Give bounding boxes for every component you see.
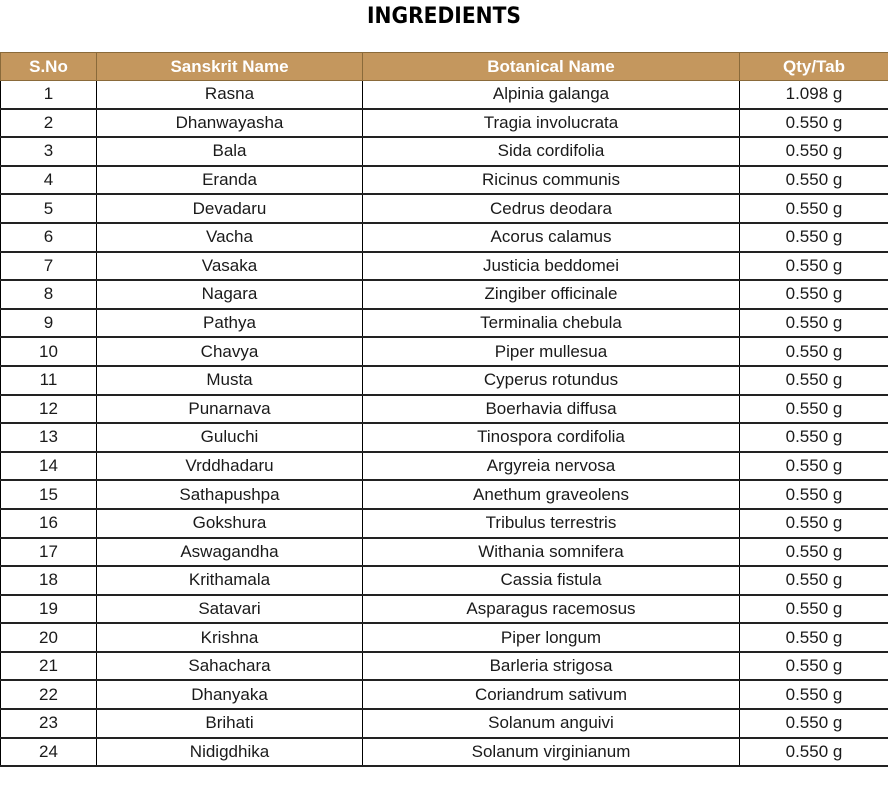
column-header-botanical-name: Botanical Name	[363, 53, 740, 81]
table-row	[1, 280, 888, 309]
cell-qty-per-tab: 0.550 g	[740, 109, 888, 138]
cell-sanskrit-name: Guluchi	[97, 423, 363, 452]
table-row	[1, 452, 888, 481]
cell-sanskrit-name: Krishna	[97, 623, 363, 652]
table-row	[1, 395, 888, 424]
table-row	[1, 337, 888, 366]
cell-botanical-name: Cassia fistula	[363, 566, 740, 595]
cell-sanskrit-name: Bala	[97, 137, 363, 166]
cell-botanical-name: Withania somnifera	[363, 538, 740, 567]
cell-qty-per-tab: 0.550 g	[740, 680, 888, 709]
cell-botanical-name: Boerhavia diffusa	[363, 395, 740, 424]
table-row	[1, 423, 888, 452]
table-row	[1, 223, 888, 252]
cell-sanskrit-name: Rasna	[97, 81, 363, 109]
cell-sanskrit-name: Vasaka	[97, 252, 363, 281]
table-row	[1, 595, 888, 624]
cell-sanskrit-name: Aswagandha	[97, 538, 363, 567]
cell-sno: 14	[1, 452, 97, 481]
cell-botanical-name: Argyreia nervosa	[363, 452, 740, 481]
cell-botanical-name: Piper mullesua	[363, 337, 740, 366]
cell-sno: 16	[1, 509, 97, 538]
cell-sanskrit-name: Nagara	[97, 280, 363, 309]
cell-qty-per-tab: 0.550 g	[740, 538, 888, 567]
column-header-sanskrit-name: Sanskrit Name	[97, 53, 363, 81]
cell-sanskrit-name: Sahachara	[97, 652, 363, 681]
table-row	[1, 194, 888, 223]
cell-botanical-name: Acorus calamus	[363, 223, 740, 252]
cell-sanskrit-name: Nidigdhika	[97, 738, 363, 767]
cell-sno: 5	[1, 194, 97, 223]
cell-qty-per-tab: 0.550 g	[740, 280, 888, 309]
cell-sno: 21	[1, 652, 97, 681]
cell-sanskrit-name: Brihati	[97, 709, 363, 738]
cell-sanskrit-name: Eranda	[97, 166, 363, 195]
cell-sanskrit-name: Sathapushpa	[97, 480, 363, 509]
cell-sanskrit-name: Vacha	[97, 223, 363, 252]
cell-botanical-name: Barleria strigosa	[363, 652, 740, 681]
table-row	[1, 137, 888, 166]
cell-qty-per-tab: 0.550 g	[740, 480, 888, 509]
cell-botanical-name: Justicia beddomei	[363, 252, 740, 281]
cell-qty-per-tab: 0.550 g	[740, 194, 888, 223]
cell-botanical-name: Cedrus deodara	[363, 194, 740, 223]
cell-sno: 9	[1, 309, 97, 338]
cell-sno: 17	[1, 538, 97, 567]
table-row	[1, 680, 888, 709]
table-row	[1, 538, 888, 567]
page-title: INGREDIENTS	[367, 4, 521, 29]
column-header-sno: S.No	[1, 53, 97, 81]
cell-qty-per-tab: 0.550 g	[740, 566, 888, 595]
cell-sno: 12	[1, 395, 97, 424]
cell-qty-per-tab: 0.550 g	[740, 595, 888, 624]
cell-sno: 1	[1, 81, 97, 109]
table-row	[1, 252, 888, 281]
cell-qty-per-tab: 0.550 g	[740, 623, 888, 652]
table-row	[1, 166, 888, 195]
cell-sno: 20	[1, 623, 97, 652]
cell-botanical-name: Sida cordifolia	[363, 137, 740, 166]
cell-qty-per-tab: 0.550 g	[740, 309, 888, 338]
cell-botanical-name: Terminalia chebula	[363, 309, 740, 338]
cell-qty-per-tab: 0.550 g	[740, 223, 888, 252]
cell-sno: 18	[1, 566, 97, 595]
cell-sno: 23	[1, 709, 97, 738]
cell-qty-per-tab: 0.550 g	[740, 337, 888, 366]
ingredients-table	[0, 52, 888, 767]
table-row	[1, 366, 888, 395]
cell-qty-per-tab: 0.550 g	[740, 423, 888, 452]
cell-sanskrit-name: Gokshura	[97, 509, 363, 538]
cell-sno: 24	[1, 738, 97, 767]
cell-botanical-name: Solanum anguivi	[363, 709, 740, 738]
cell-botanical-name: Piper longum	[363, 623, 740, 652]
cell-sno: 11	[1, 366, 97, 395]
cell-botanical-name: Anethum graveolens	[363, 480, 740, 509]
cell-sanskrit-name: Punarnava	[97, 395, 363, 424]
table-row	[1, 309, 888, 338]
cell-sno: 22	[1, 680, 97, 709]
cell-botanical-name: Tribulus terrestris	[363, 509, 740, 538]
cell-sanskrit-name: Vrddhadaru	[97, 452, 363, 481]
table-row	[1, 480, 888, 509]
cell-sno: 6	[1, 223, 97, 252]
cell-sanskrit-name: Satavari	[97, 595, 363, 624]
cell-sanskrit-name: Dhanwayasha	[97, 109, 363, 138]
cell-qty-per-tab: 0.550 g	[740, 452, 888, 481]
cell-qty-per-tab: 0.550 g	[740, 252, 888, 281]
cell-botanical-name: Ricinus communis	[363, 166, 740, 195]
cell-qty-per-tab: 0.550 g	[740, 738, 888, 767]
table-row	[1, 738, 888, 767]
cell-sno: 4	[1, 166, 97, 195]
cell-sanskrit-name: Krithamala	[97, 566, 363, 595]
cell-botanical-name: Alpinia galanga	[363, 81, 740, 109]
table-row	[1, 652, 888, 681]
table-header-row	[1, 53, 888, 81]
table-row	[1, 709, 888, 738]
table-row	[1, 566, 888, 595]
table-row	[1, 509, 888, 538]
cell-sno: 13	[1, 423, 97, 452]
cell-qty-per-tab: 0.550 g	[740, 709, 888, 738]
table-row	[1, 623, 888, 652]
cell-qty-per-tab: 0.550 g	[740, 137, 888, 166]
cell-qty-per-tab: 0.550 g	[740, 366, 888, 395]
cell-sno: 3	[1, 137, 97, 166]
cell-botanical-name: Tragia involucrata	[363, 109, 740, 138]
cell-botanical-name: Coriandrum sativum	[363, 680, 740, 709]
table-row	[1, 109, 888, 138]
cell-qty-per-tab: 0.550 g	[740, 652, 888, 681]
cell-botanical-name: Solanum virginianum	[363, 738, 740, 767]
cell-sno: 8	[1, 280, 97, 309]
cell-qty-per-tab: 0.550 g	[740, 395, 888, 424]
table-row	[1, 81, 888, 109]
cell-sno: 19	[1, 595, 97, 624]
cell-sno: 2	[1, 109, 97, 138]
cell-qty-per-tab: 0.550 g	[740, 166, 888, 195]
cell-botanical-name: Tinospora cordifolia	[363, 423, 740, 452]
cell-sno: 15	[1, 480, 97, 509]
cell-qty-per-tab: 1.098 g	[740, 81, 888, 109]
cell-sanskrit-name: Dhanyaka	[97, 680, 363, 709]
cell-sanskrit-name: Pathya	[97, 309, 363, 338]
cell-sanskrit-name: Devadaru	[97, 194, 363, 223]
cell-botanical-name: Asparagus racemosus	[363, 595, 740, 624]
cell-sno: 7	[1, 252, 97, 281]
cell-sanskrit-name: Musta	[97, 366, 363, 395]
column-header-qty-per-tab: Qty/Tab	[740, 53, 888, 81]
cell-qty-per-tab: 0.550 g	[740, 509, 888, 538]
cell-botanical-name: Cyperus rotundus	[363, 366, 740, 395]
cell-botanical-name: Zingiber officinale	[363, 280, 740, 309]
cell-sno: 10	[1, 337, 97, 366]
cell-sanskrit-name: Chavya	[97, 337, 363, 366]
